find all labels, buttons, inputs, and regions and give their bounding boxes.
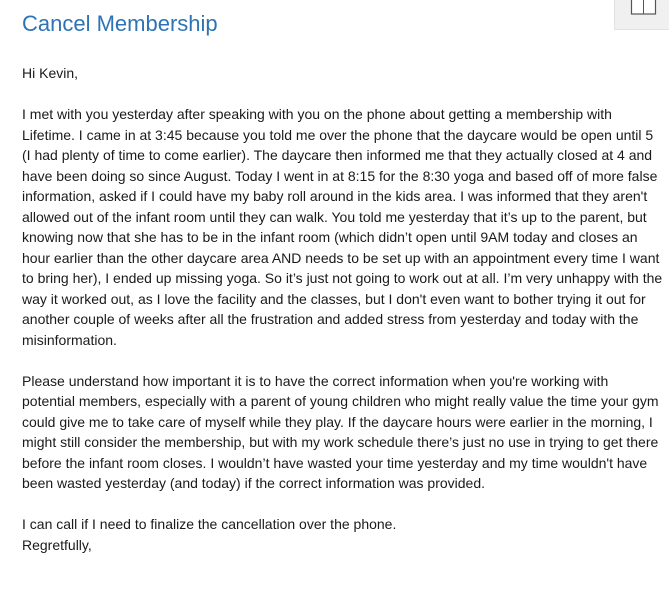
paragraph-spacer xyxy=(22,494,664,515)
greeting: Hi Kevin, xyxy=(22,65,79,81)
paragraph-spacer xyxy=(22,350,664,371)
letter-body xyxy=(22,63,664,555)
document-panel-icon[interactable] xyxy=(614,0,669,30)
paragraph-spacer xyxy=(22,84,664,105)
signoff: Regretfully, xyxy=(22,536,92,553)
paragraph-1: I met with you yesterday after speaking with you on the phone about getting a membership with Lifetime. I came in at 3:45 because you told me over the phone that the daycare would be open until 5 (I had plenty of time to come earlier). The daycare then informed me that they actually closed at 4 and have been doing so since August. Today I went in at 8:15 for the 8:30 yoga and based off of more false information, asked if I could have my baby roll around in the kids area. I was informed that they aren't allowed out of the infant room until they can walk. You told me yesterday that it’s up to the parent, but knowing now that she has to be in the infant room (which didn’t open until 9AM today and closes an hour earlier than the other daycare area AND needs to be set up with an appointment every time I want to bring her), I ended up missing yoga. So it’s just not going to work out at all. I’m very unhappy with the way it worked out, as I love the facility and the classes, but I don't even want to bother trying it out for another couple of weeks after all the frustration and added stress from yesterday and today with the misinformation. xyxy=(22,106,663,348)
document-title: Cancel Membership xyxy=(22,11,218,36)
closing-line: I can call if I need to finalize the cancellation over the phone. xyxy=(22,516,397,532)
paragraph-2: Please understand how important it is to have the correct information when you're working with potential members, especially with a parent of young children who might really value the time your gym could give me to take care of myself while they play. If the daycare hours were earlier in the morning, I might still consider the membership, but with my work schedule there’s just no use in trying to get there before the infant room closes. I wouldn’t have wasted your time yesterday and my time wouldn't have been wasted yesterday (and today) if the correct information was provided. xyxy=(22,372,659,491)
document-panel-glyph xyxy=(630,0,660,18)
